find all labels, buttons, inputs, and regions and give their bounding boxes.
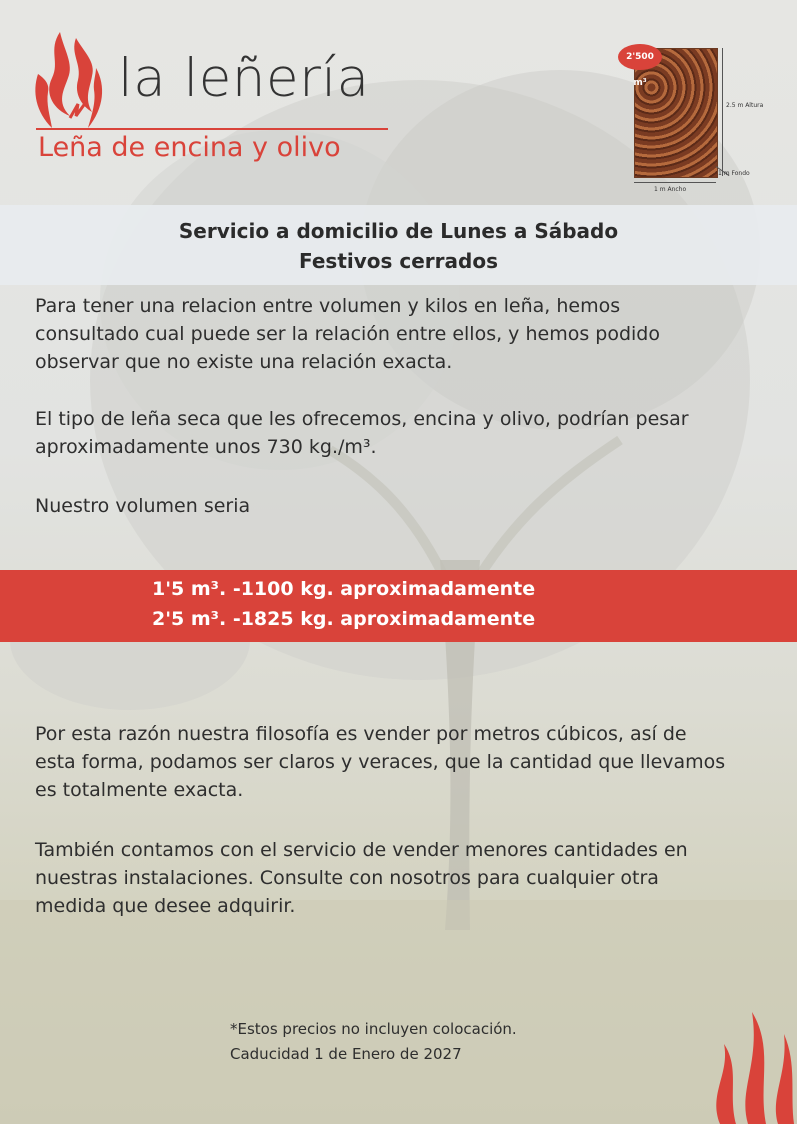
service-hours: Servicio a domicilio de Lunes a Sábado: [178, 219, 619, 243]
volume-badge: 2'500 m³: [618, 44, 662, 70]
paragraph-volume-intro: Nuestro volumen seria: [35, 495, 251, 517]
paragraph-weight-line-1: El tipo de leña seca que les ofrecemos, encina y olivo, podrían pesar: [35, 408, 689, 430]
width-label: 1 m Ancho: [654, 186, 687, 193]
brand-name: la leñería: [118, 48, 370, 109]
paragraph-services-line-1: También contamos con el servicio de vender menores cantidades en: [35, 839, 688, 861]
paragraph-philosophy-line-3: es totalmente exacta.: [35, 779, 244, 801]
volume-banner: [0, 570, 797, 642]
service-banner: [0, 205, 797, 285]
holidays-closed: Festivos cerrados: [299, 249, 498, 273]
width-dimension-line: [634, 182, 716, 183]
flame-icon: [30, 28, 108, 134]
paragraph-services-line-3: medida que desee adquirir.: [35, 895, 296, 917]
flame-icon: [700, 1004, 797, 1124]
volume-1: 1'5 m³. -1100 kg. aproximadamente: [152, 578, 536, 600]
paragraph-intro-line-2: consultado cual puede ser la relación entre ellos, y hemos podido: [35, 323, 660, 345]
height-dimension-line: [722, 48, 723, 176]
tagline: Leña de encina y olivo: [38, 132, 341, 163]
paragraph-intro-line-3: observar que no existe una relación exacta.: [35, 351, 453, 373]
footnote-expiry: Caducidad 1 de Enero de 2027: [230, 1045, 462, 1063]
paragraph-philosophy-line-2: esta forma, podamos ser claros y veraces, que la cantidad que llevamos: [35, 751, 726, 773]
paragraph-weight-line-2: aproximadamente unos 730 kg./m³.: [35, 436, 377, 458]
paragraph-philosophy-line-1: Por esta razón nuestra filosofía es vender por metros cúbicos, así de: [35, 723, 687, 745]
paragraph-services-line-2: nuestras instalaciones. Consulte con nosotros para cualquier otra: [35, 867, 659, 889]
height-label: 2.5 m Altura: [726, 102, 764, 109]
volume-2: 2'5 m³. -1825 kg. aproximadamente: [152, 608, 536, 630]
firewood-pile-illustration: [618, 40, 776, 202]
footnote-placement: *Estos precios no incluyen colocación.: [230, 1020, 517, 1038]
brand-divider: [36, 128, 388, 130]
depth-label: 1 m Fondo: [718, 170, 750, 177]
paragraph-intro-line-1: Para tener una relacion entre volumen y kilos en leña, hemos: [35, 295, 621, 317]
